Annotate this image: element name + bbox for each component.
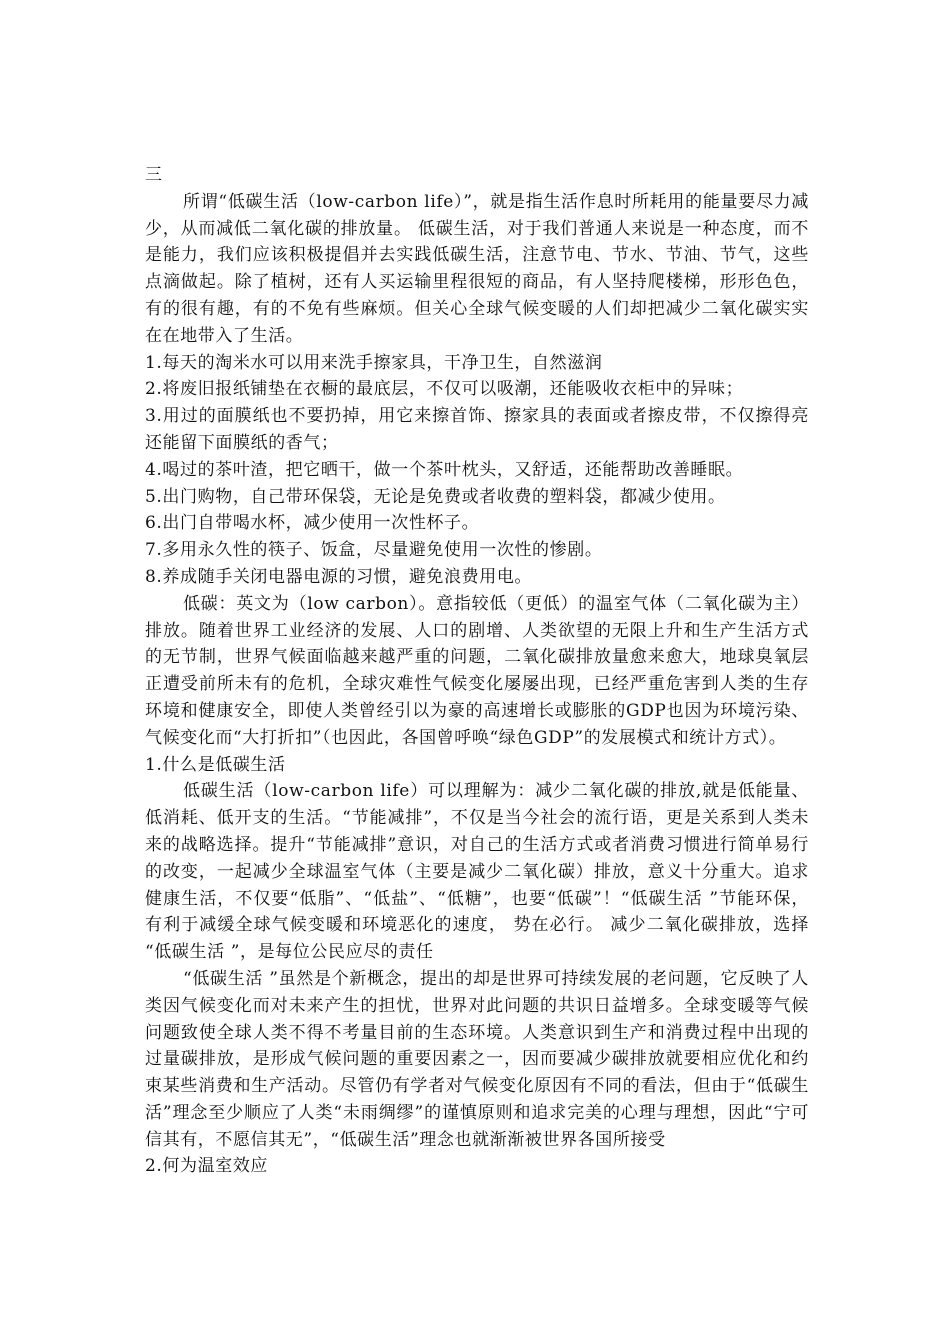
list-item: 5.出门购物，自己带环保袋，无论是免费或者收费的塑料袋，都减少使用。 — [145, 486, 726, 507]
list-item: 7.多用永久性的筷子、饭盒，尽量避免使用一次性的惨剧。 — [145, 540, 603, 561]
section-mark: 三 — [145, 165, 163, 185]
document-body — [145, 162, 809, 1180]
section-heading: 2.何为温室效应 — [145, 1156, 269, 1177]
low-carbon-definition-paragraph: 低碳：英文为（low carbon）。意指较低（更低）的温室气体（二氧化碳为主）排放。随着世界工业经济的发展、人口的剧增、人类欲望的无限上升和生产生活方式的无节制，世界气候面临越来越严重的问题，二氧化碳排放量愈来愈大，地球臭氧层正遭受前所未有的危机，全球灾难性气候变化屡屡出现，已经严重危害到人类的生存环境和健康安全，即使人类曾经引以为豪的高速增长或膨胀的GDP也因为环境污染、气候变化而“大打折扣”（也因此，各国曾呼唤“绿色GDP”的发展模式和统计方式）。 — [145, 593, 809, 748]
list-item: 4.喝过的茶叶渣，把它晒干，做一个茶叶枕头，又舒适，还能帮助改善睡眠。 — [145, 459, 744, 480]
list-item: 2.将废旧报纸铺垫在衣橱的最底层，不仅可以吸潮，还能吸收衣柜中的异味； — [145, 379, 744, 400]
low-carbon-life-paragraph: 低碳生活（low-carbon life）可以理解为：减少二氧化碳的排放,就是低能量、低消耗、低开支的生活。“节能减排”，不仅是当今社会的流行语，更是关系到人类未来的战略选择。提升“节能减排”意识，对自己的生活方式或者消费习惯进行简单易行的改变，一起减少全球温室气体（主要是减少二氧化碳）排放，意义十分重大。追求健康生活，不仅要“低脂”、“低盐”、“低糖”，也要“低碳”！“低碳生活 ”节能环保， 有利于减缓全球气候变暖和环境恶化的速度， 势在必行。 减少二氧化碳排放，选择 “低碳生活 ”，是每位公民应尽的责任 — [145, 781, 809, 963]
list-item: 8.养成随手关闭电器电源的习惯，避免浪费用电。 — [145, 566, 533, 587]
section-heading: 1.什么是低碳生活 — [145, 754, 286, 775]
list-item: 6.出门自带喝水杯，减少使用一次性杯子。 — [145, 513, 480, 534]
list-item: 1.每天的淘米水可以用来洗手擦家具，干净卫生，自然滋润 — [145, 352, 603, 373]
list-item: 3.用过的面膜纸也不要扔掉，用它来擦首饰、擦家具的表面或者擦皮带，不仅擦得亮还能留下面膜纸的香气； — [145, 406, 809, 453]
intro-paragraph: 所谓“低碳生活（low-carbon life）”，就是指生活作息时所耗用的能量要尽力减少，从而减低二氧化碳的排放量。 低碳生活，对于我们普通人来说是一种态度，而不是能力，我们应该积极提倡并去实践低碳生活，注意节电、节水、节油、节气，这些点滴做起。除了植树，还有人买运输里程很短的商品，有人坚持爬楼梯，形形色色，有的很有趣，有的不免有些麻烦。但关心全球气候变暖的人们却把减少二氧化碳实实在在地带入了生活。 — [145, 191, 809, 346]
concept-paragraph: “低碳生活 ”虽然是个新概念，提出的却是世界可持续发展的老问题，它反映了人类因气候变化而对未来产生的担忧，世界对此问题的共识日益增多。全球变暖等气候问题致使全球人类不得不考量目前的生态环境。人类意识到生产和消费过程中出现的过量碳排放，是形成气候问题的重要因素之一，因而要减少碳排放就要相应优化和约束某些消费和生产活动。尽管仍有学者对气候变化原因有不同的看法，但由于“低碳生活”理念至少顺应了人类“未雨绸缪”的谨慎原则和追求完美的心理与理想，因此“宁可信其有，不愿信其无”，“低碳生活”理念也就渐渐被世界各国所接受 — [145, 968, 809, 1150]
